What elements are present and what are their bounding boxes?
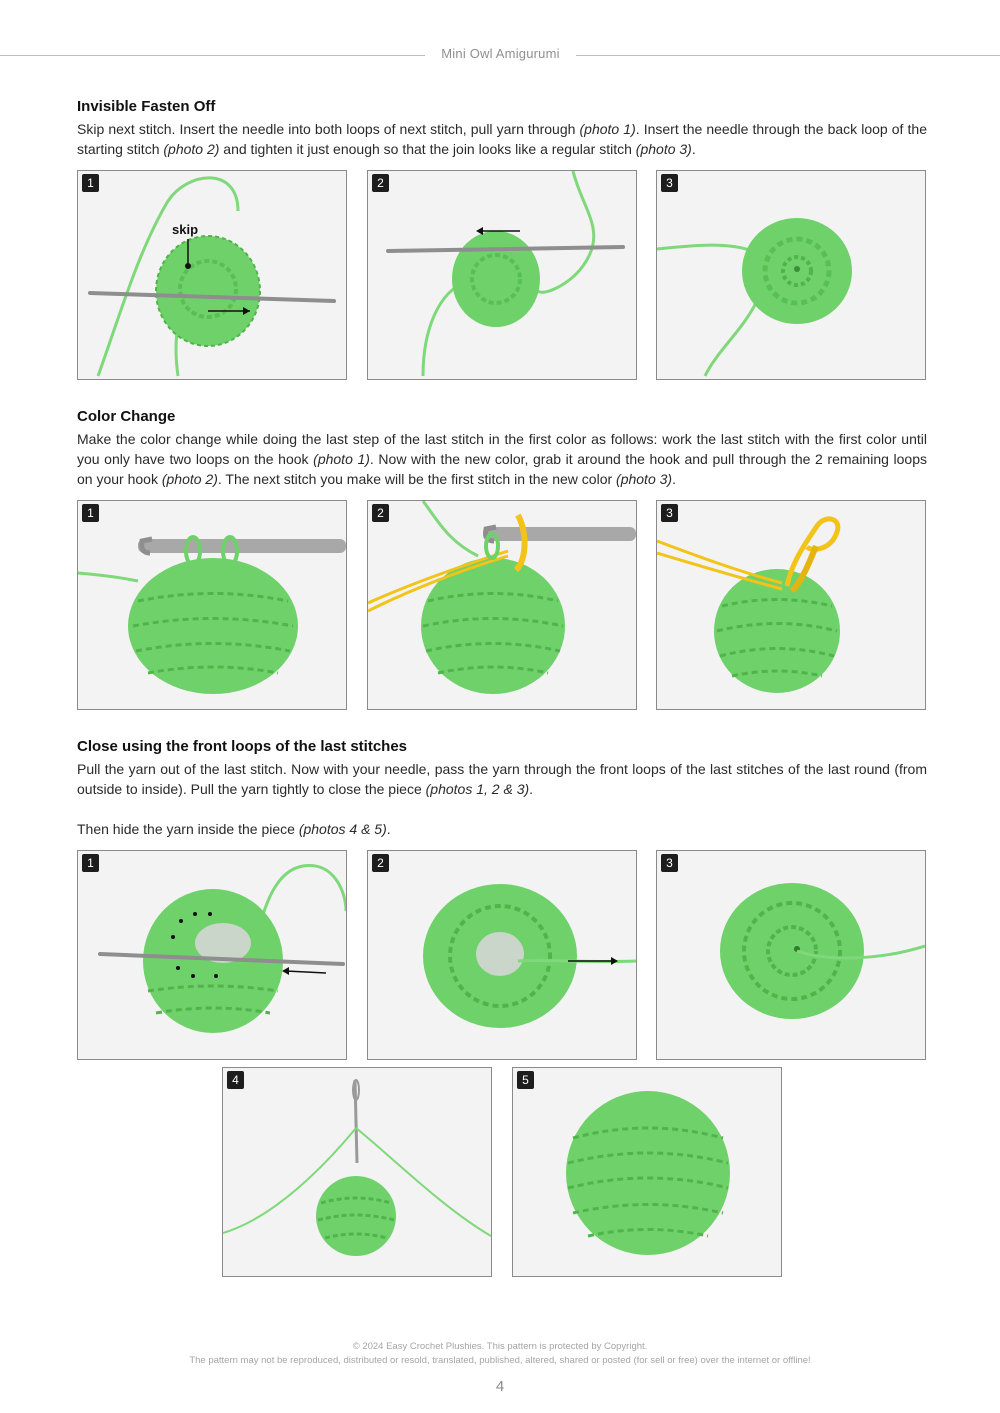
fasten-off-photo-2: [367, 170, 637, 380]
close-loops-photo-5: [512, 1067, 782, 1277]
photo-illustration: [368, 501, 636, 709]
section-text: Skip next stitch. Insert the needle into both loops of next stitch, pull yarn through (photo 1). Insert the needle through the back loop of the starting stitch (photo 2) and tighten it just enough so that the join looks like a regular stitch (photo 3).: [77, 121, 927, 157]
close-loops-photo-3: [656, 850, 926, 1060]
photo-illustration: [78, 851, 346, 1059]
photo-illustration: [657, 501, 925, 709]
photo-illustration: [78, 501, 346, 709]
section-invisible-fasten-off: [77, 97, 927, 159]
photo-illustration: [223, 1068, 491, 1276]
header-rule-left: [0, 55, 425, 56]
photo-illustration: [368, 171, 636, 379]
photo-number-badge: 3: [661, 854, 678, 872]
close-loops-photo-2: [367, 850, 637, 1060]
photo-illustration: [78, 171, 346, 379]
page-number: 4: [495, 1378, 505, 1395]
footer-copyright: © 2024 Easy Crochet Plushies. This pattern is protected by Copyright.: [352, 1341, 648, 1352]
photo-number-badge: 2: [372, 854, 389, 872]
section-text: Make the color change while doing the last step of the last stitch in the first color as follows: work the last stitch with the first color until you only have two loops on the hook (photo 1). Now with the new color, grab it around the hook and pull through the 2 remaining loops on your hook (photo 2). The next stitch you make will be the first stitch in the new color (photo 3).: [77, 431, 927, 487]
photo-illustration: [657, 851, 925, 1059]
photo-number-badge: 3: [661, 504, 678, 522]
close-loops-photo-1: [77, 850, 347, 1060]
color-change-photo-3: [656, 500, 926, 710]
section-color-change: [77, 407, 927, 489]
section-title: Invisible Fasten Off: [77, 98, 216, 115]
section-text: Pull the yarn out of the last stitch. Now with your needle, pass the yarn through the front loops of the last stitches of the last round (from outside to inside). Pull the yarn tightly to close the piece (photos 1, 2 & 3).: [77, 761, 927, 797]
header-title: Mini Owl Amigurumi: [441, 46, 560, 61]
photo-number-badge: 1: [82, 854, 99, 872]
photo-number-badge: 3: [661, 174, 678, 192]
page-header: [0, 46, 1000, 66]
photo-number-badge: 2: [372, 504, 389, 522]
photo-illustration: [657, 171, 925, 379]
photo-number-badge: 2: [372, 174, 389, 192]
footer-notice: The pattern may not be reproduced, distributed or resold, translated, published, altered, shared or posted (for sell or free) over the internet or offline!: [189, 1355, 811, 1366]
color-change-photo-1: [77, 500, 347, 710]
close-loops-photo-4: [222, 1067, 492, 1277]
fasten-off-photo-3: [656, 170, 926, 380]
photo-number-badge: 1: [82, 504, 99, 522]
fasten-off-photo-1: [77, 170, 347, 380]
section-title: Color Change: [77, 408, 176, 425]
header-rule-right: [576, 55, 1000, 56]
photo-number-badge: 4: [227, 1071, 244, 1089]
photo-number-badge: 5: [517, 1071, 534, 1089]
skip-label: skip: [172, 222, 199, 237]
section-title: Close using the front loops of the last stitches: [77, 738, 408, 755]
photo-illustration: [513, 1068, 781, 1276]
color-change-photo-2: [367, 500, 637, 710]
section-close-front-loops: [77, 737, 927, 839]
section-text-2: Then hide the yarn inside the piece (photos 4 & 5).: [77, 821, 391, 837]
photo-illustration: [368, 851, 636, 1059]
photo-number-badge: 1: [82, 174, 99, 192]
